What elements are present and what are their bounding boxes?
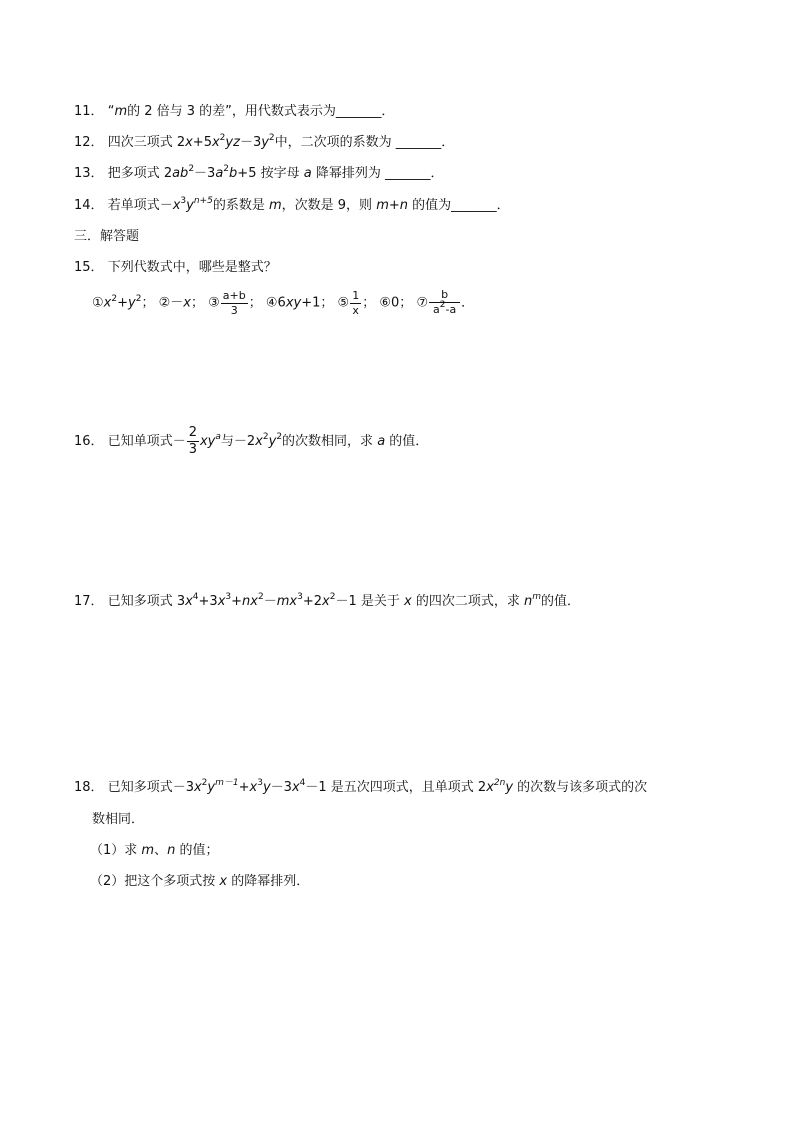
var-x: x [185,594,193,609]
text-part: － [263,594,277,609]
option-2-mark: ②－ [158,295,184,311]
option-6-mark: ⑥0 [379,295,400,311]
text-part: 的次数与该多项式的次 [513,780,648,795]
var-x: x [185,135,193,150]
var-x: x [103,295,112,311]
fraction-a-plus-b-over-3 [221,289,248,318]
text-part: +3 [198,594,218,609]
text-part: + [238,780,250,795]
text-part: 已知多项式 3 [107,594,186,609]
text-part: －1 是关于 [335,594,405,609]
exponent: a [215,432,221,442]
var-y: y [207,780,216,795]
var-y: y [262,780,271,795]
var-n: n [242,594,251,609]
text-part: 的四次二项式，求 [411,594,524,609]
text-part: +5 按字母 [237,166,304,181]
exponent: 3 [297,592,303,602]
exponent: 2 [219,133,226,143]
exponent: 2 [201,778,208,788]
text-part: 与－2 [220,434,256,449]
exponent: 4 [299,778,306,788]
text-part: 的值． [541,594,581,609]
question-number: 14． [74,198,104,213]
text-part: 的值为_______． [407,198,510,213]
text-part: 的值． [385,434,429,449]
text-part: －3 [270,780,292,795]
question-17 [74,592,580,613]
fraction-1-over-x [350,289,361,318]
question-12 [74,133,454,154]
exponent: 2 [262,432,269,442]
text-part: 中，二次项的系数为 _______． [274,135,455,150]
var-a: a [377,434,386,449]
text-part: ，次数是 9，则 [281,198,377,213]
exponent: 4 [192,592,199,602]
separator: ； [141,295,155,311]
fraction-2-over-3 [187,425,199,458]
exponent: 2 [188,164,195,174]
exponent: 2 [258,592,264,602]
text-part: 已知多项式－3 [107,780,194,795]
fraction-numerator: 2 [188,425,197,440]
var-m: m [268,198,282,213]
question-11 [74,102,394,122]
separator: ； [399,295,413,311]
fraction-numerator: 1 [352,288,360,302]
var-a: a [303,166,312,181]
question-18-part-2 [90,872,309,892]
var-mn: m+n [376,198,408,213]
text-part: 的值； [175,843,219,858]
exponent: 2 [268,133,275,143]
text-part: +2 [302,594,323,609]
exponent: 2 [329,592,336,602]
var-x: x [172,198,181,213]
question-15-options [92,288,474,320]
text-part: （2）把这个多项式按 [90,874,220,889]
exponent: 3 [257,778,263,788]
separator: ； [248,295,262,311]
exponent: 2 [111,293,118,304]
var-yz: yz [225,135,240,150]
den-rest: -a [445,303,457,316]
fraction-denominator: 3 [188,442,197,457]
exponent: 2n [493,778,506,788]
var-xy: xy [199,434,216,449]
question-text: 的 2 倍与 3 的差”，用代数式表示为_______． [127,104,395,119]
var-a: a [215,166,224,181]
option-3-mark: ③ [208,295,220,311]
var-ab: ab [172,166,189,181]
text-part: 已知单项式－ [107,434,186,449]
exponent: m [532,592,542,602]
option-4-mark: ④6 [265,295,286,311]
question-18 [74,778,647,799]
question-18-continuation: 数相同． [92,812,145,827]
question-number: 11． [74,104,104,119]
var-x: x [486,780,494,795]
var-b: b [229,166,238,181]
text-part: 四次三项式 2 [107,135,186,150]
text-part: +1 [301,295,321,311]
exponent: 2 [135,293,142,304]
var-y: y [268,434,277,449]
question-15 [74,258,277,278]
text-part: 的系数是 [212,198,269,213]
option-5-mark: ⑤ [337,295,350,311]
var-x: x [193,780,202,795]
var-m: m [141,843,155,858]
option-7-mark: ⑦ [416,295,429,311]
text-part: +5 [192,135,212,150]
text-part: 、 [154,843,168,858]
open-quote: “ [107,104,115,119]
text-part: + [231,594,243,609]
question-number: 18． [74,780,104,795]
var-x: x [255,434,263,449]
separator: ； [320,295,334,311]
var-x: x [322,594,330,609]
question-text: 下列代数式中，哪些是整式？ [107,260,277,275]
den-a: a [432,303,440,316]
var-y: y [505,780,514,795]
fraction-numerator: a+b [222,288,246,302]
text-part: 把多项式 2 [107,166,173,181]
var-xy: xy [285,295,302,311]
exponent: m－1 [215,778,239,788]
text-part: －3 [194,166,216,181]
text-part: + [117,295,128,311]
exponent: 3 [225,592,232,602]
question-number: 12． [74,135,104,150]
question-number: 13． [74,166,104,181]
var-y: y [128,295,136,311]
exponent: 2 [276,432,283,442]
var-y: y [261,135,269,150]
text-part: 的次数相同，求 [282,434,378,449]
exponent: n+5 [193,196,213,206]
var-x: x [289,594,298,609]
text-part: 的降幂排列． [227,874,310,889]
exponent: 3 [180,196,187,206]
fraction-numerator: b [429,288,460,303]
var-x: x [291,780,300,795]
text-part: 降幂排列为 _______． [311,166,444,181]
text-part: －3 [239,135,262,150]
section-title: 三．解答题 [74,229,140,244]
text-part: －1 是五次四项式，且单项式 2 [305,780,487,795]
question-number: 17． [74,594,104,609]
text-part: 若单项式－ [107,198,173,213]
var-x: x [219,874,228,889]
question-14 [74,196,510,217]
question-number: 15． [74,260,104,275]
var-m: m [276,594,290,609]
question-13 [74,164,443,185]
exponent: 2 [439,300,446,310]
var-m: m [114,104,128,119]
var-n: n [167,843,176,858]
fraction-b-over-a2-minus-a [429,288,460,318]
var-x: x [217,594,226,609]
separator: ； [190,295,204,311]
var-y: y [186,198,194,213]
var-x: x [211,135,220,150]
var-x: x [249,780,258,795]
separator: ； [362,295,376,311]
period: ． [461,295,475,311]
question-18-part-1 [90,841,218,861]
var-x: x [250,594,258,609]
var-x: x [404,594,412,609]
var-n: n [523,594,533,609]
exponent: 2 [223,164,230,174]
fraction-denominator: x [352,303,359,317]
var-x: x [183,295,191,311]
option-1-mark: ① [92,295,104,311]
text-part: （1）求 [90,843,142,858]
question-16 [74,425,428,458]
fraction-denominator: 3 [230,303,238,317]
fraction-denominator [431,300,458,318]
question-number: 16． [74,434,104,449]
